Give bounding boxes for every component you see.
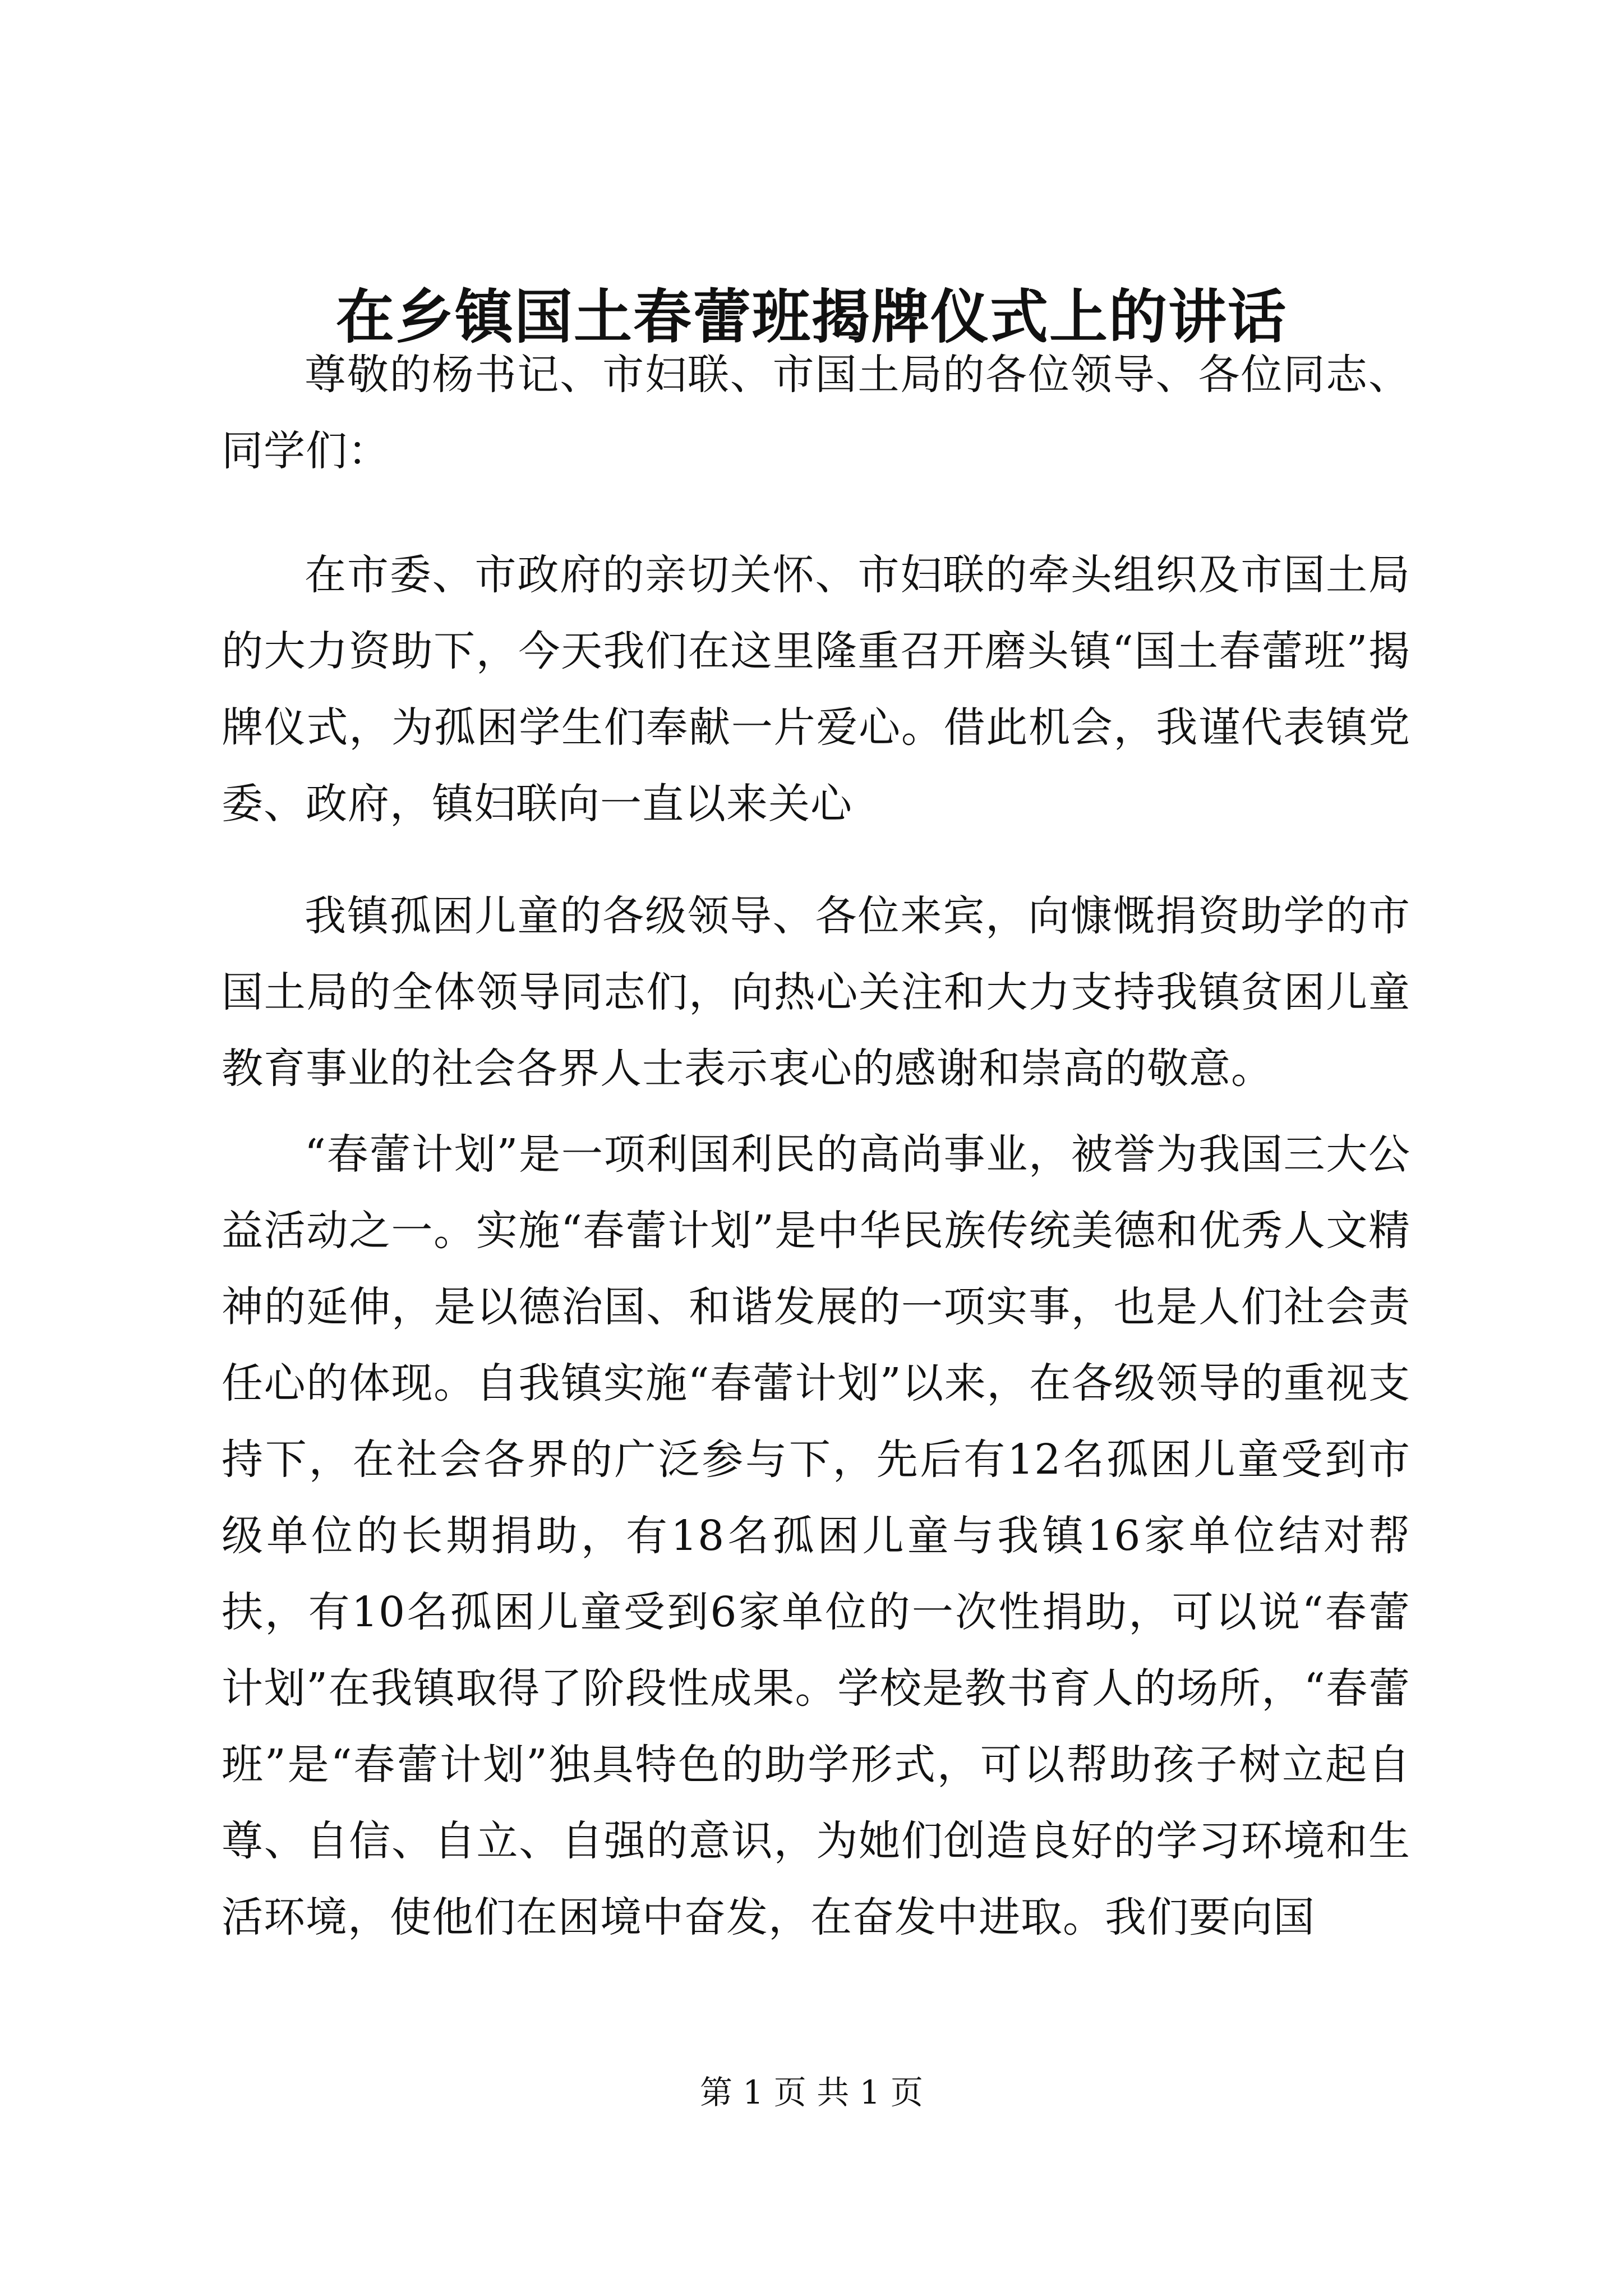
body-paragraph-1: 在市委、市政府的亲切关怀、市妇联的牵头组织及市国土局的大力资助下，今天我们在这里隆重召开磨头镇“国土春蕾班”揭牌仪式，为孤困学生们奉献一片爱心。借此机会，我谨代表镇党委、政府，镇妇联向一直以来关心 — [222, 551, 1410, 828]
salutation-paragraph: 尊敬的杨书记、市妇联、市国土局的各位领导、各位同志、同学们： — [222, 351, 1410, 475]
document-title: 在乡镇国土春蕾班揭牌仪式上的讲话 — [335, 282, 1287, 351]
body-paragraph-2: 我镇孤困儿童的各级领导、各位来宾，向慷慨捐资助学的市国土局的全体领导同志们，向热心关注和大力支持我镇贫困儿童教育事业的社会各界人士表示衷心的感谢和崇高的敬意。 — [222, 892, 1410, 1093]
body-paragraph-3: “春蕾计划”是一项利国利民的高尚事业，被誉为我国三大公益活动之一。实施“春蕾计划”是中华民族传统美德和优秀人文精神的延伸，是以德治国、和谐发展的一项实事，也是人们社会责任心的体现。自我镇实施“春蕾计划”以来，在各级领导的重视支持下，在社会各界的广泛参与下，先后有12名孤困儿童受到市级单位的长期捐助，有18名孤困儿童与我镇16家单位结对帮扶，有10名孤困儿童受到6家单位的一次性捐助，可以说“春蕾计划”在我镇取得了阶段性成果。学校是教书育人的场所，“春蕾班”是“春蕾计划”独具特色的助学形式，可以帮助孩子树立起自尊、自信、自立、自强的意识，为她们创造良好的学习环境和生活环境，使他们在困境中奋发，在奋发中进取。我们要向国 — [222, 1130, 1410, 1941]
page-footer: 第 1 页 共 1 页 — [700, 2073, 923, 2111]
